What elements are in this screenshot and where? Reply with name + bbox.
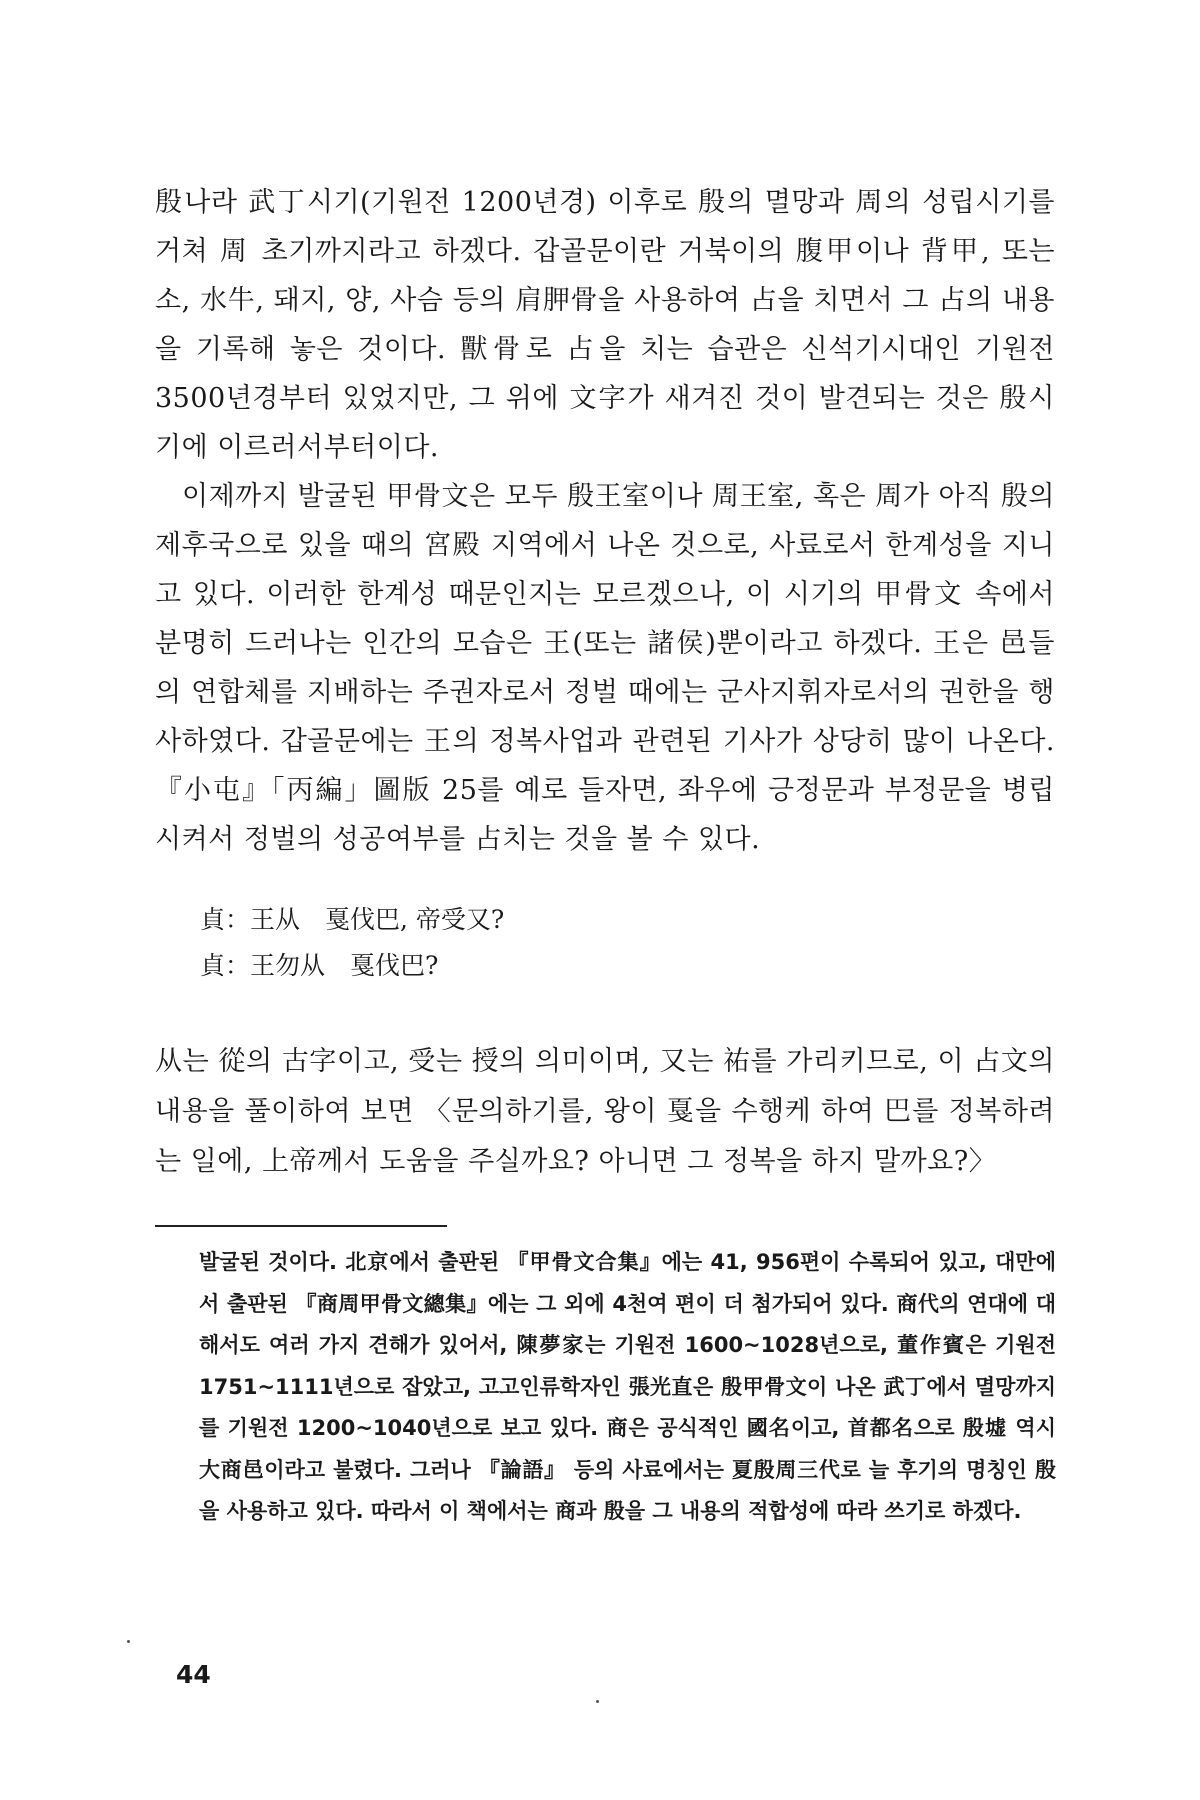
oracle-inscription-quote	[200, 897, 900, 989]
paragraph-2: 이제까지 발굴된 甲骨文은 모두 殷王室이나 周王室, 혹은 周가 아직 殷의 제후국으로 있을 때의 宮殿 지역에서 나온 것으로, 사료로서 한계성을 지니고 있다. 이러한 한계성 때문인지는 모르겠으나, 이 시기의 甲骨文 속에서 분명히 드러나는 인간의 모습은 王(또는 諸侯)뿐이라고 하겠다. 王은 邑들의 연합체를 지배하는 주권자로서 정벌 때에는 군사지휘자로서의 권한을 행사하였다. 갑골문에는 王의 정복사업과 관련된 기사가 상당히 많이 나온다. 『小屯』「丙編」圖版 25를 예로 들자면, 좌우에 긍정문과 부정문을 병립시켜서 정벌의 성공여부를 占치는 것을 볼 수 있다.	[155, 481, 1055, 855]
footnote-text: 발굴된 것이다. 北京에서 출판된 『甲骨文合集』에는 41, 956편이 수록되어 있고, 대만에서 출판된 『商周甲骨文總集』에는 그 외에 4천여 편이 더 첨가되어 있다. 商代의 연대에 대해서도 여러 가지 견해가 있어서, 陳夢家는 기원전 1600~1028년으로, 董作賓은 기원전 1751~1111년으로 잡았고, 고고인류학자인 張光直은 殷甲骨文이 나온 武丁에서 멸망까지를 기원전 1200~1040년으로 보고 있다. 商은 공식적인 國名이고, 首都名으로 殷墟 역시 大商邑이라고 불렸다. 그러나 『論語』 등의 사료에서는 夏殷周三代로 늘 후기의 명칭인 殷을 사용하고 있다. 따라서 이 책에서는 商과 殷을 그 내용의 적합성에 따라 쓰기로 하겠다.	[199, 1250, 1056, 1523]
paragraph-3: 从는 從의 古字이고, 受는 授의 의미이며, 又는 祐를 가리키므로, 이 占文의 내용을 풀이하여 보면 〈문의하기를, 왕이 戛을 수행케 하여 巴를 정복하려는 일에, 上帝께서 도움을 주실까요? 아니면 그 정복을 하지 말까요?〉	[155, 1046, 1055, 1177]
main-text	[155, 178, 1055, 864]
main-text-continued	[155, 1037, 1055, 1187]
footnote	[199, 1242, 1056, 1533]
page-number: 44	[176, 1660, 211, 1689]
quote-line-2: 貞：王勿从 戛伐巴?	[200, 951, 439, 980]
scan-speck	[127, 1640, 130, 1643]
quote-line-1: 貞：王从 戛伐巴, 帝受又?	[200, 905, 505, 934]
footnote-divider	[155, 1225, 447, 1227]
paragraph-1: 殷나라 武丁시기(기원전 1200년경) 이후로 殷의 멸망과 周의 성립시기를 거쳐 周 초기까지라고 하겠다. 갑골문이란 거북이의 腹甲이나 背甲, 또는 소, 水牛, 돼지, 양, 사슴 등의 肩胛骨을 사용하여 占을 치면서 그 占의 내용을 기록해 놓은 것이다. 獸骨로 占을 치는 습관은 신석기시대인 기원전 3500년경부터 있었지만, 그 위에 文字가 새겨진 것이 발견되는 것은 殷시기에 이르러서부터이다.	[155, 187, 1055, 463]
scan-speck	[596, 1700, 599, 1703]
